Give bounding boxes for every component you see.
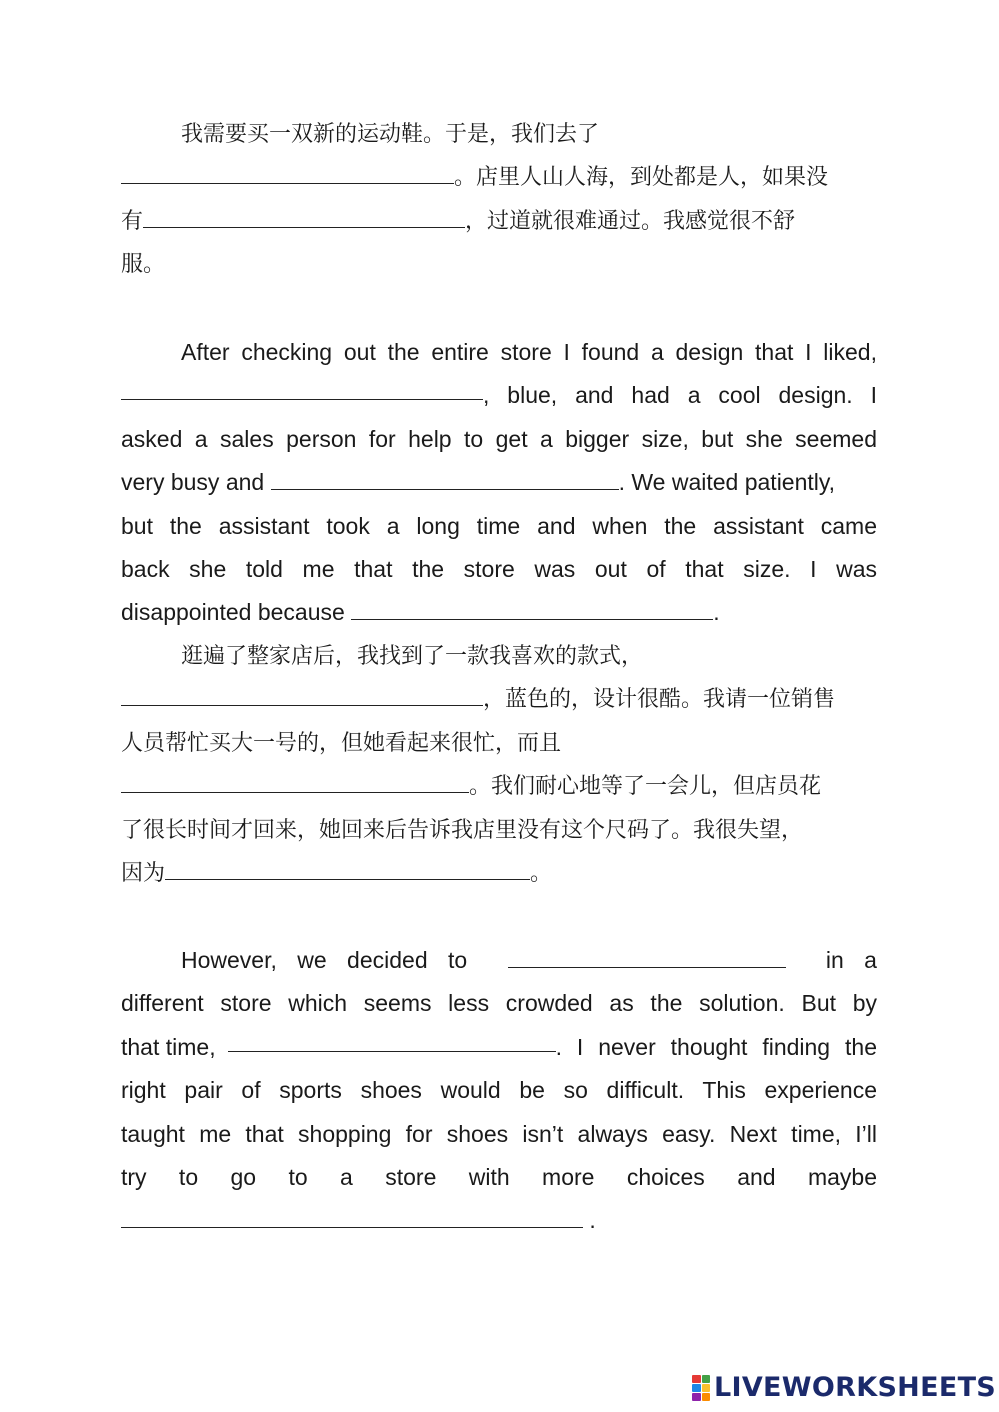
p4-line-1	[121, 939, 877, 982]
answer-blank-8[interactable]	[165, 878, 530, 880]
p2-line-6: back she told me that the store was out of that size. I was	[121, 555, 877, 582]
logo-mark-icon	[692, 1375, 710, 1401]
p1-line-3-end: ，过道就很难通过。我感觉很不舒	[465, 208, 796, 234]
p3-line-4	[121, 765, 877, 808]
p3-line-5: 了很长时间才回来，她回来后告诉我店里没有这个尺码了。我很失望，	[121, 817, 804, 843]
p4-line-3-start: that time,	[121, 1033, 216, 1060]
p3-line-2	[121, 678, 877, 721]
p2-line-4-end: . We waited patiently,	[618, 469, 836, 496]
answer-blank-2[interactable]	[143, 226, 465, 228]
p4-line-7-end: .	[589, 1207, 596, 1234]
p2-line-2-text: , blue, and had a cool design. I	[483, 382, 877, 409]
p3-line-1: 逛遍了整家店后，我找到了一款我喜欢的款式，	[181, 644, 644, 669]
p4-line-4: right pair of sports shoes would be so difficult. This experience	[121, 1077, 877, 1104]
p4-line-7	[121, 1199, 877, 1242]
p2-line-5: but the assistant took a long time and when the assistant came	[121, 512, 877, 539]
p4-line-6: try to go to a store with more choices and maybe	[121, 1163, 877, 1190]
p1-line-2-text: 。店里人山人海，到处都是人，如果没	[454, 165, 829, 191]
p4-line-5: taught me that shopping for shoes isn’t always easy. Next time, I’ll	[121, 1120, 877, 1147]
answer-blank-11[interactable]	[121, 1226, 583, 1228]
p3-line-6	[121, 852, 877, 895]
answer-blank-10[interactable]	[228, 1026, 556, 1052]
p4-line-2: different store which seems less crowded as the solution. But by	[121, 990, 877, 1017]
p2-line-7-end: .	[713, 599, 720, 626]
answer-blank-3[interactable]	[121, 374, 483, 400]
paragraph-4-english	[121, 939, 877, 1243]
answer-blank-6[interactable]	[121, 704, 483, 706]
logo-mark-cell	[702, 1375, 711, 1383]
logo-text: LIVEWORKSHEETS	[714, 1372, 997, 1403]
p3-line-6-end: 。	[530, 860, 553, 886]
p2-line-7	[121, 591, 877, 634]
paragraph-3-chinese	[121, 635, 877, 895]
answer-blank-4[interactable]	[271, 488, 619, 490]
logo-mark-cell	[692, 1393, 701, 1401]
p2-line-2	[121, 374, 877, 417]
liveworksheets-logo	[692, 1372, 996, 1404]
paragraph-2-english	[121, 331, 877, 635]
p3-line-2-text: ，蓝色的，设计很酷。我请一位销售	[483, 687, 836, 713]
paragraph-1-chinese	[121, 113, 877, 287]
logo-mark-cell	[692, 1375, 701, 1383]
p4-line-1-start: However, we decided to	[181, 947, 468, 973]
p3-line-6-start: 因为	[121, 860, 166, 886]
answer-blank-9[interactable]	[508, 942, 786, 968]
logo-mark-cell	[702, 1384, 711, 1392]
p2-line-4-start: very busy and	[121, 469, 265, 496]
p4-line-3-end: . I never thought finding the	[555, 1033, 877, 1060]
logo-mark-cell	[692, 1384, 701, 1392]
answer-blank-5[interactable]	[351, 618, 713, 620]
p3-line-4-text: 。我们耐心地等了一会儿，但店员花	[469, 774, 822, 800]
p4-line-1-end: in a	[825, 947, 877, 973]
answer-blank-7[interactable]	[121, 791, 469, 793]
p4-line-3	[121, 1026, 877, 1069]
p2-line-4	[121, 461, 877, 504]
logo-mark-cell	[702, 1393, 711, 1401]
p1-line-4: 服。	[121, 252, 166, 278]
p2-line-3: asked a sales person for help to get a bigger size, but she seemed	[121, 425, 877, 452]
p1-line-1: 我需要买一双新的运动鞋。于是，我们去了	[181, 122, 600, 147]
answer-blank-1[interactable]	[121, 182, 454, 184]
p1-line-3-start: 有	[121, 208, 144, 234]
p2-line-1: After checking out the entire store I found a design that I liked,	[181, 339, 877, 365]
p3-line-3: 人员帮忙买大一号的，但她看起来很忙，而且	[121, 730, 562, 756]
p1-line-3	[121, 200, 877, 243]
p1-line-2	[121, 156, 877, 199]
p2-line-7-start: disappointed because	[121, 599, 345, 626]
